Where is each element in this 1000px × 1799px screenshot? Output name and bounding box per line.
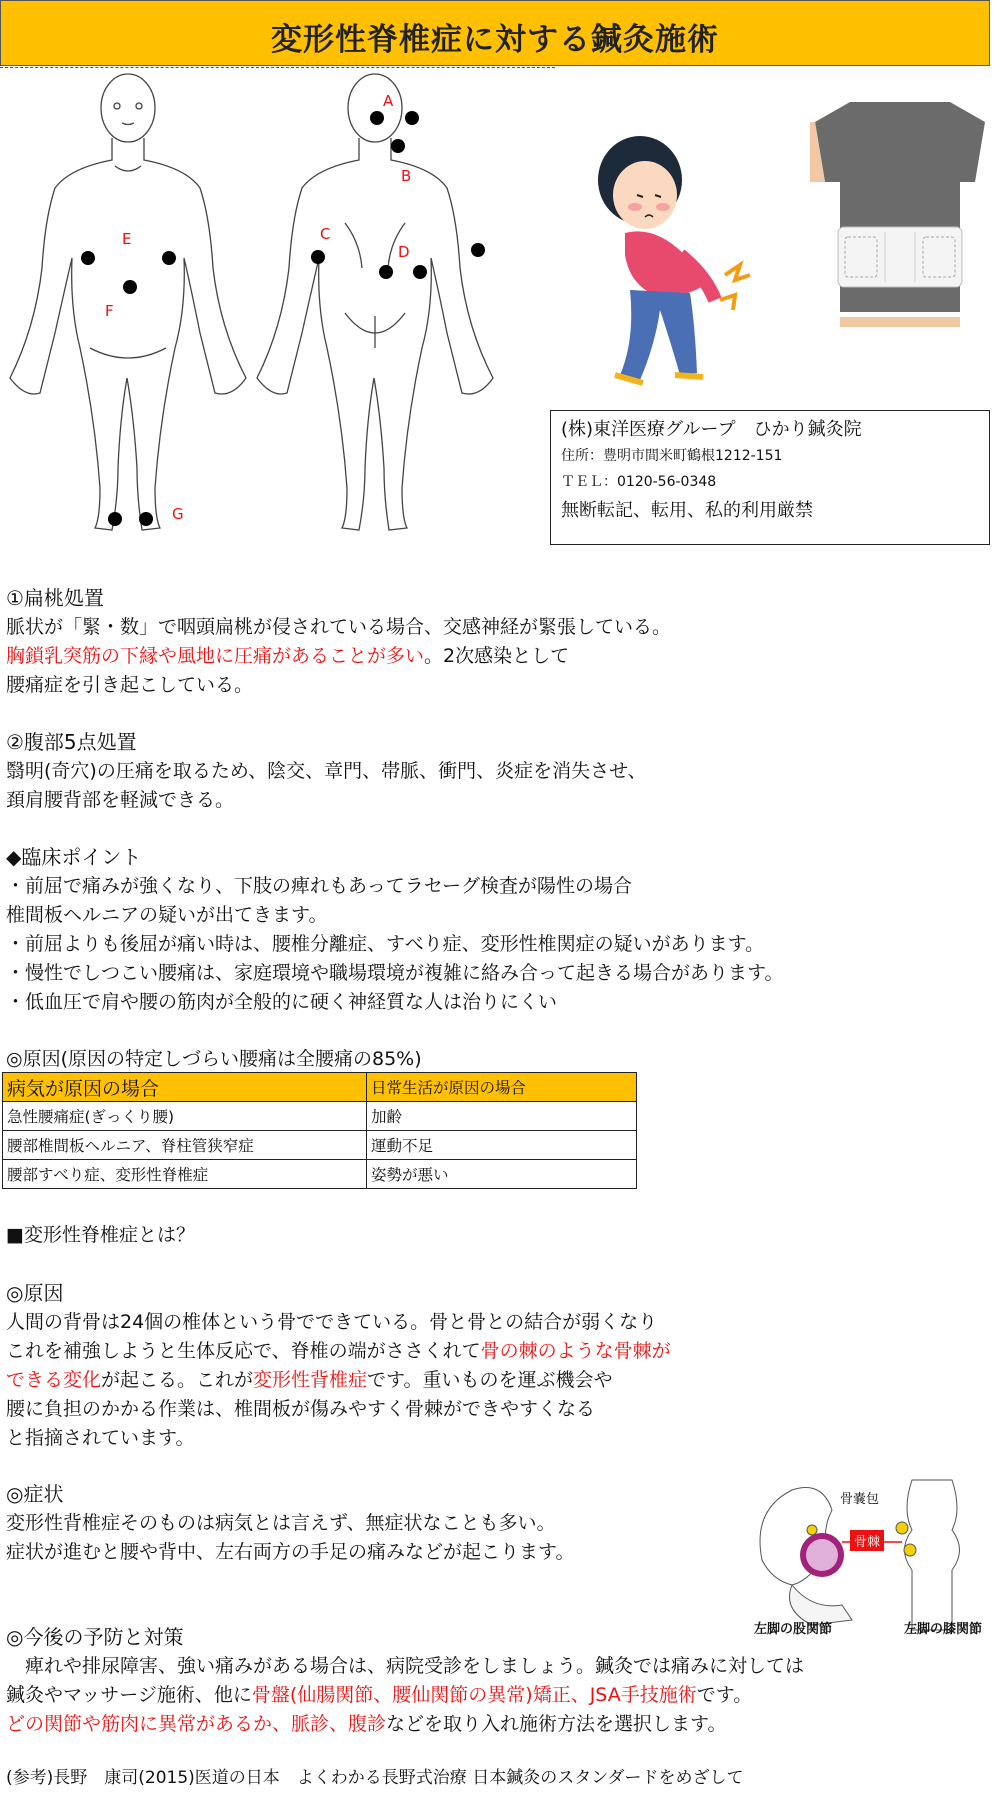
reference: (参考)長野 康司(2015)医道の日本 よくわかる長野式治療 日本鍼灸のスタンダードをめざして (6, 1768, 744, 1788)
table-row (3, 1160, 637, 1189)
clinic-info-box (550, 410, 990, 545)
section1-heading: ①扁桃処置 (6, 586, 104, 610)
lumbar-belt-illustration (810, 102, 990, 327)
hip-caption: 左脚の股関節 (754, 1622, 833, 1637)
acupoint-dot (370, 111, 384, 125)
cause-table (2, 1072, 637, 1189)
table-row (3, 1102, 637, 1131)
bone-spur-label: 骨棘 (850, 1530, 884, 1551)
acupoint-dot (81, 251, 95, 265)
point-label-b: B (401, 167, 412, 185)
section1 (6, 584, 671, 700)
back-body-outline (257, 74, 493, 530)
clinic-tel: ＴＥＬ：0120-56-0348 (561, 474, 717, 490)
acupoint-dot (413, 265, 427, 279)
clinic-name: (株)東洋医療グループ ひかり鍼灸院 (561, 419, 862, 440)
point-label-g: G (172, 505, 184, 523)
clinical-line: ・前屈で痛みが強くなり、下肢の痺れもあってラセーグ検査が陽性の場合 (6, 875, 633, 897)
clinical-line: ・前屈よりも後屈が痛い時は、腰椎分離症、すべり症、変形性椎関症の疑いがあります。 (6, 933, 765, 955)
section2-line2: 頚肩腰背部を軽減できる。 (6, 789, 235, 811)
section1-line1: 脈状が「緊・数」で咽頭扁桃が侵されている場合、交感神経が緊張している。 (6, 616, 672, 638)
table-cell: 腰部椎間板ヘルニア、脊柱管狭窄症 (3, 1131, 367, 1160)
section2-line1: 翳明(奇穴)の圧痛を取るため、陰交、章門、帯脈、衝門、炎症を消失させ、 (6, 760, 647, 782)
point-label-c: C (320, 225, 331, 243)
cause2-line1: 人間の背骨は24個の椎体という骨でできている。骨と骨との結合が弱くなり (6, 1311, 658, 1333)
joint-figure (752, 1470, 992, 1635)
acupoint-dot (162, 251, 176, 265)
acupoint-dot (123, 280, 137, 294)
cause-heading: ◎原因(原因の特定しづらい腰痛は全腰痛の85%) (6, 1048, 422, 1070)
table-cell: 姿勢が悪い (367, 1160, 637, 1189)
acupoint-dot (391, 139, 405, 153)
section1-line2: 胸鎖乳突筋の下縁や風地に圧痛があることが多い。2次感染として (6, 645, 570, 667)
clinical-heading: ◆臨床ポイント (6, 845, 142, 869)
table-cell: 運動不足 (367, 1131, 637, 1160)
whatis-heading: ■変形性脊椎症とは？ (6, 1224, 195, 1246)
body-acupoint-figure (0, 68, 520, 548)
acupoint-dot (405, 111, 419, 125)
point-label-d: D (398, 243, 410, 261)
acupoint-dot (108, 512, 122, 526)
title-bar (0, 0, 990, 66)
clinical-line: ・慢性でしつこい腰痛は、家庭環境や職場環境が複雑に絡み合って起きる場合があります。 (6, 962, 784, 984)
clinical-line: 椎間板ヘルニアの疑いが出てきます。 (6, 904, 328, 926)
table-header-row (3, 1073, 637, 1102)
table-cell: 腰部すべり症、変形性脊椎症 (3, 1160, 367, 1189)
point-label-f: F (105, 302, 114, 320)
prevention-heading: ◎今後の予防と対策 (6, 1625, 184, 1649)
table-row (3, 1131, 637, 1160)
clinical-line: ・低血圧で肩や腰の筋肉が全般的に硬く神経質な人は治りにくい (6, 991, 558, 1013)
prevention-line1: 痺れや排尿障害、強い痛みがある場合は、病院受診をしましょう。鍼灸では痛みに対しては (6, 1655, 805, 1677)
table-header: 病気が原因の場合 (3, 1073, 367, 1102)
cause2-heading: ◎原因 (6, 1281, 64, 1305)
cause2 (6, 1279, 671, 1453)
acupoint-dot (139, 512, 153, 526)
knee-caption: 左脚の膝関節 (904, 1622, 983, 1637)
cause2-line4: 腰に負担のかかる作業は、椎間板が傷みやすく骨棘ができやすくなる (6, 1398, 596, 1420)
section1-line3: 腰痛症を引き起こしている。 (6, 674, 254, 696)
cause2-line5: と指摘されています。 (6, 1427, 195, 1449)
point-label-e: E (122, 230, 132, 248)
table-cell: 急性腰痛症(ぎっくり腰) (3, 1102, 367, 1131)
cause2-line2: これを補強しようと生体反応で、脊椎の端がささくれて骨の棘のような骨棘が (6, 1340, 671, 1362)
section2 (6, 728, 647, 815)
table-cell: 加齢 (367, 1102, 637, 1131)
acupoint-dot (379, 265, 393, 279)
clinic-notice: 無断転記、転用、私的利用厳禁 (561, 500, 813, 521)
prevention-line3: どの関節や筋肉に異常があるか、脈診、腹診などを取り入れ施術方法を選択します。 (6, 1713, 727, 1735)
prevention-line2: 鍼灸やマッサージ施術、他に骨盤(仙腸関節、腰仙関節の異常)矯正、JSA手技施術です。 (6, 1684, 753, 1706)
point-label-a: A (383, 92, 394, 110)
page-title: 変形性脊椎症に対する鍼灸施術 (271, 22, 719, 58)
acupoint-dot (471, 243, 485, 257)
clinical-points (6, 843, 783, 1017)
section2-heading: ②腹部5点処置 (6, 730, 137, 754)
symptom (6, 1480, 574, 1567)
symptom-line2: 症状が進むと腰や背中、左右両方の手足の痛みなどが起こります。 (6, 1541, 575, 1563)
symptom-line1: 変形性背椎症そのものは病気とは言えず、無症状なことも多い。 (6, 1512, 556, 1534)
back-pain-woman-illustration (585, 125, 770, 395)
front-body-outline (10, 74, 246, 530)
clinic-address: 住所：豊明市間米町鶴根1212-151 (561, 448, 783, 464)
table-header: 日常生活が原因の場合 (367, 1073, 637, 1102)
acupoint-dot (311, 250, 325, 264)
capsule-label: 骨嚢包 (840, 1492, 880, 1507)
symptom-heading: ◎症状 (6, 1482, 64, 1506)
prevention (6, 1623, 804, 1739)
cause2-line3: できる変化が起こる。これが変形性背椎症です。重いものを運ぶ機会や (6, 1369, 613, 1391)
